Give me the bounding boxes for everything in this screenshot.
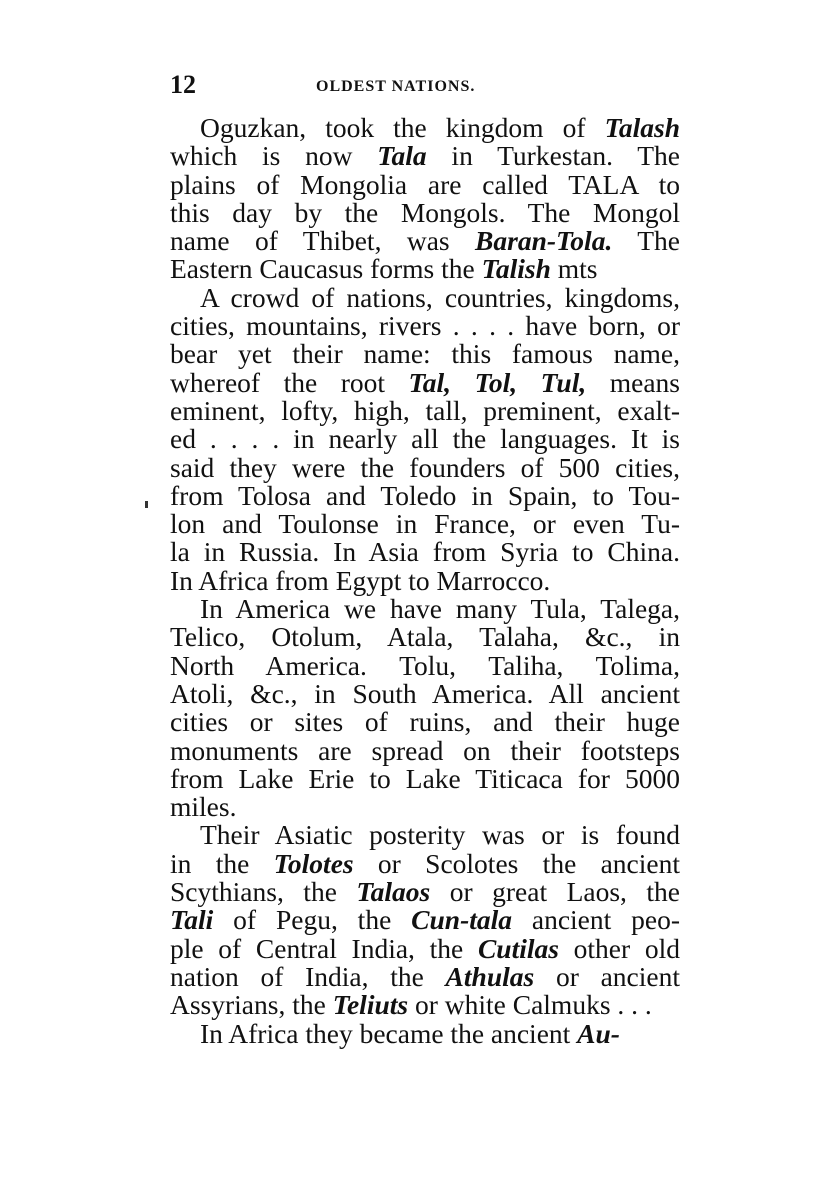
- book-page: [170, 58, 680, 1048]
- text-line: in the Tolotes or Scolotes the ancient: [170, 847, 680, 879]
- page-number: 12: [170, 70, 196, 99]
- text-line: In Africa from Egypt to Marrocco.: [170, 564, 551, 596]
- text-line: lon and Toulonse in France, or even Tu-: [170, 508, 680, 540]
- stray-ink-mark: [145, 501, 148, 508]
- text-line: eminent, lofty, high, tall, preminent, exalt-: [170, 394, 680, 426]
- text-line: miles.: [170, 791, 237, 823]
- text-line: North America. Tolu, Taliha, Tolima,: [170, 649, 680, 681]
- italic-name: Tul,: [540, 366, 587, 398]
- italic-name: Athulas: [445, 960, 535, 992]
- italic-name: Au-: [577, 1017, 620, 1049]
- italic-name: Teliuts: [332, 989, 409, 1021]
- text-line: whereof the root Tal, Tol, Tul, means: [170, 366, 680, 398]
- running-title: OLDEST NATIONS.: [316, 78, 476, 95]
- text-line: this day by the Mongols. The Mongol: [170, 196, 680, 228]
- text-line: monuments are spread on their footsteps: [170, 734, 680, 766]
- text-line: Atoli, &c., in South America. All ancient: [170, 677, 680, 709]
- body-text: [170, 114, 680, 1048]
- text-line: Oguzkan, took the kingdom of Talash: [200, 112, 680, 143]
- text-line: Scythians, the Talaos or great Laos, the: [170, 876, 680, 908]
- text-line: In America we have many Tula, Talega,: [200, 593, 680, 625]
- text-line: from Tolosa and Toledo in Spain, to Tou-: [170, 479, 680, 511]
- italic-name: Tol,: [474, 366, 518, 398]
- text-line: cities or sites of ruins, and their huge: [170, 706, 680, 738]
- text-line: Tali of Pegu, the Cun-tala ancient peo-: [170, 904, 680, 936]
- italic-name: Talash: [604, 112, 680, 143]
- text-line: said they were the founders of 500 cities,: [170, 451, 680, 483]
- italic-name: Cun-tala: [411, 904, 513, 936]
- italic-name: Tolotes: [273, 847, 354, 879]
- running-header: [170, 58, 680, 98]
- text-line: ple of Central India, the Cutilas other old: [170, 932, 680, 964]
- text-line: ed . . . . in nearly all the languages. It is: [170, 423, 680, 455]
- italic-name: Cutilas: [477, 932, 559, 964]
- text-line: Their Asiatic posterity was or is found: [200, 819, 680, 851]
- text-line: plains of Mongolia are called TALA to: [170, 168, 680, 200]
- italic-name: Tala: [377, 140, 427, 172]
- italic-name: Baran-Tola.: [475, 225, 613, 257]
- text-line: Eastern Caucasus forms the Talish mts: [170, 253, 598, 285]
- text-line: la in Russia. In Asia from Syria to China.: [170, 536, 680, 568]
- italic-name: Talaos: [356, 876, 431, 908]
- text-line: from Lake Erie to Lake Titicaca for 5000: [170, 762, 680, 794]
- paragraph: [170, 114, 680, 284]
- text-line: A crowd of nations, countries, kingdoms,: [200, 281, 680, 313]
- text-line: bear yet their name: this famous name,: [170, 338, 680, 370]
- italic-name: Tali: [170, 904, 214, 936]
- paragraph: [170, 1017, 680, 1049]
- text-line: Telico, Otolum, Atala, Talaha, &c., in: [170, 621, 680, 653]
- text-line: name of Thibet, was Baran-Tola. The: [170, 225, 680, 257]
- text-line: nation of India, the Athulas or ancient: [170, 960, 680, 992]
- text-line: which is now Tala in Turkestan. The: [170, 140, 680, 172]
- italic-name: Tal,: [408, 366, 452, 398]
- paragraph: [170, 595, 680, 821]
- text-line: Assyrians, the Teliuts or white Calmuks . . .: [170, 989, 652, 1021]
- paragraph: [170, 821, 680, 1019]
- paragraph: [170, 281, 680, 596]
- italic-name: Talish: [481, 253, 551, 285]
- text-line: cities, mountains, rivers . . . . have born, or: [170, 310, 680, 342]
- text-line: In Africa they became the ancient Au-: [200, 1017, 620, 1049]
